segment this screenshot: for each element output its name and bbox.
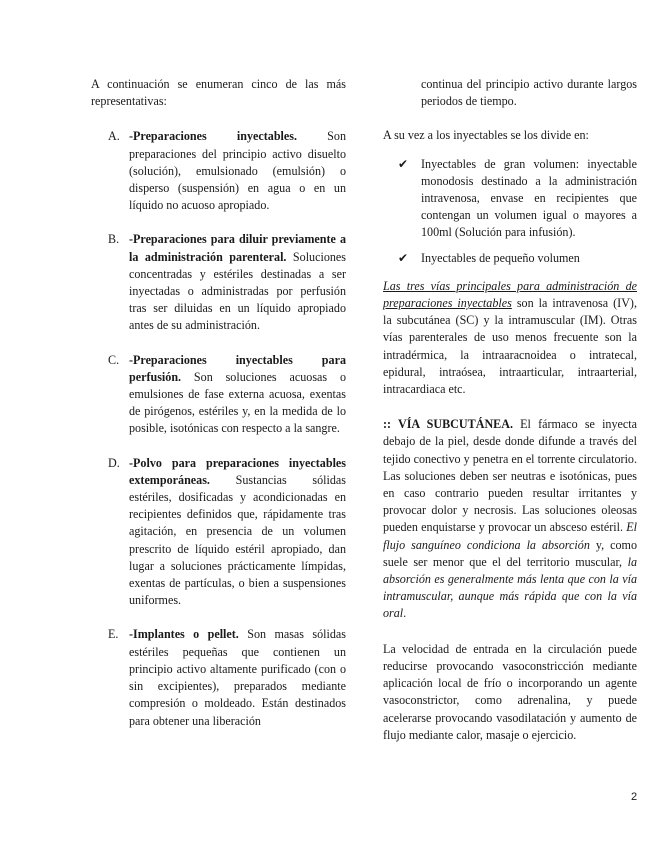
- item-text: Son preparaciones del principio activo disuelto (solución), emulsionado (emulsión) o disperso (suspensión) en agua o en un líquido no acuoso apropiado.: [129, 129, 346, 213]
- list-item: [91, 626, 346, 729]
- subcutaneous-text: El fármaco se inyecta debajo de la piel, desde donde difunde a través del tejido conectivo y penetra en el torrente circulatorio. Las soluciones deben ser neutras e isotónicas, pues en caso contrario pueden resultar irritantes y provocar dolor y necrosis. Las soluciones oleosas pueden enquistarse y provocar un absceso estéril.: [383, 417, 637, 535]
- list-item: [91, 455, 346, 610]
- item-text: Inyectables de gran volumen: inyectable monodosis destinado a la administración intravenosa, envase en recipientes que contengan un volumen igual o mayores a 100ml (Solución para infusión).: [421, 156, 637, 240]
- item-title: -Polvo para preparaciones inyectables extemporáneas.: [129, 455, 346, 487]
- subcutaneous-paragraph: [383, 416, 637, 622]
- item-title: -Preparaciones inyectables.: [129, 129, 297, 144]
- item-title: -Preparaciones para diluir previamente a la administración parenteral.: [129, 232, 346, 264]
- subcutaneous-heading: :: VÍA SUBCUTÁNEA.: [383, 417, 514, 432]
- subcutaneous-text: .: [403, 606, 407, 621]
- list-item: [383, 250, 637, 267]
- item-title: -Implantes o pellet.: [129, 627, 239, 642]
- list-marker: B.: [108, 232, 120, 247]
- velocity-paragraph: La velocidad de entrada en la circulación puede reducirse provocando vasoconstricción mediante aplicación local de frío o incorporando un agente vasoconstrictor, como adrenalina, y puede acelerarse provocando vasodilatación y aumento de flujo mediante calor, masaje o ejercicio.: [383, 641, 637, 742]
- list-marker: D.: [108, 455, 120, 470]
- right-column: [383, 76, 637, 762]
- item-text: Soluciones concentradas y estériles destinadas a ser inyectadas o administradas por perfusión tras ser diluidas en un líquido apropiado antes de su administración.: [129, 249, 346, 333]
- intro-paragraph: A continuación se enumeran cinco de las más representativas:: [91, 77, 346, 109]
- list-item: [91, 352, 346, 438]
- routes-text: son la intravenosa (IV), la subcutánea (SC) y la intramuscular (IM). Otras vías parenterales de uso menos frecuente son la intradérmica, la intraaracnoidea o intratecal, epidural, intraósea, intraarticular, intraarterial, intracardiaca etc.: [383, 296, 637, 397]
- list-item: [383, 156, 637, 242]
- subdivision-intro: A su vez a los inyectables se los divide en:: [383, 128, 589, 143]
- injectable-types-list: [383, 156, 637, 267]
- routes-paragraph: [383, 278, 637, 398]
- routes-underlined-phrase: Las tres vías principales para administración de preparaciones inyectables: [383, 278, 637, 311]
- continuation-text: continua del principio activo durante largos periodos de tiempo.: [421, 77, 637, 109]
- list-item: [91, 128, 346, 214]
- subcutaneous-italic: la absorción es generalmente más lenta que con la vía intramuscular, aunque más rápida que con la vía oral: [383, 554, 637, 621]
- item-text: Sustancias sólidas estériles, dosificadas y acondicionadas en recipientes definidos que, rápidamente tras agitación, en presencia de un volumen prescrito de líquido estéril apropiado, dan lugar a soluciones prácticamente límpidas, exentas de partículas, o bien a suspensiones uniformes.: [129, 472, 346, 608]
- list-marker: A.: [108, 129, 120, 144]
- checkmark-icon: ✔: [398, 156, 409, 171]
- item-text: Son masas sólidas estériles pequeñas que contienen un principio activo altamente purificado (con o sin excipientes), preparados mediante compresión o moldeado. Están destinados para obtener una liberación: [129, 627, 346, 728]
- preparation-list: [91, 128, 346, 729]
- list-marker: E.: [108, 627, 119, 642]
- list-item: [91, 231, 346, 334]
- item-title: -Preparaciones inyectables para perfusión.: [129, 352, 346, 384]
- subcutaneous-italic: El flujo sanguíneo condiciona la absorción: [383, 520, 637, 552]
- item-text: Son soluciones acuosas o emulsiones de fase externa acuosa, exentas de pirógenos, estériles y, en la medida de lo posible, isotónicas con respecto a la sangre.: [129, 369, 346, 436]
- checkmark-icon: ✔: [398, 250, 409, 265]
- item-text: Inyectables de pequeño volumen: [421, 250, 580, 265]
- subcutaneous-text: y, como suele ser menor que el del territorio muscular,: [383, 537, 638, 569]
- list-marker: C.: [108, 352, 120, 367]
- page-number: 2: [631, 791, 638, 803]
- left-column: [91, 76, 346, 747]
